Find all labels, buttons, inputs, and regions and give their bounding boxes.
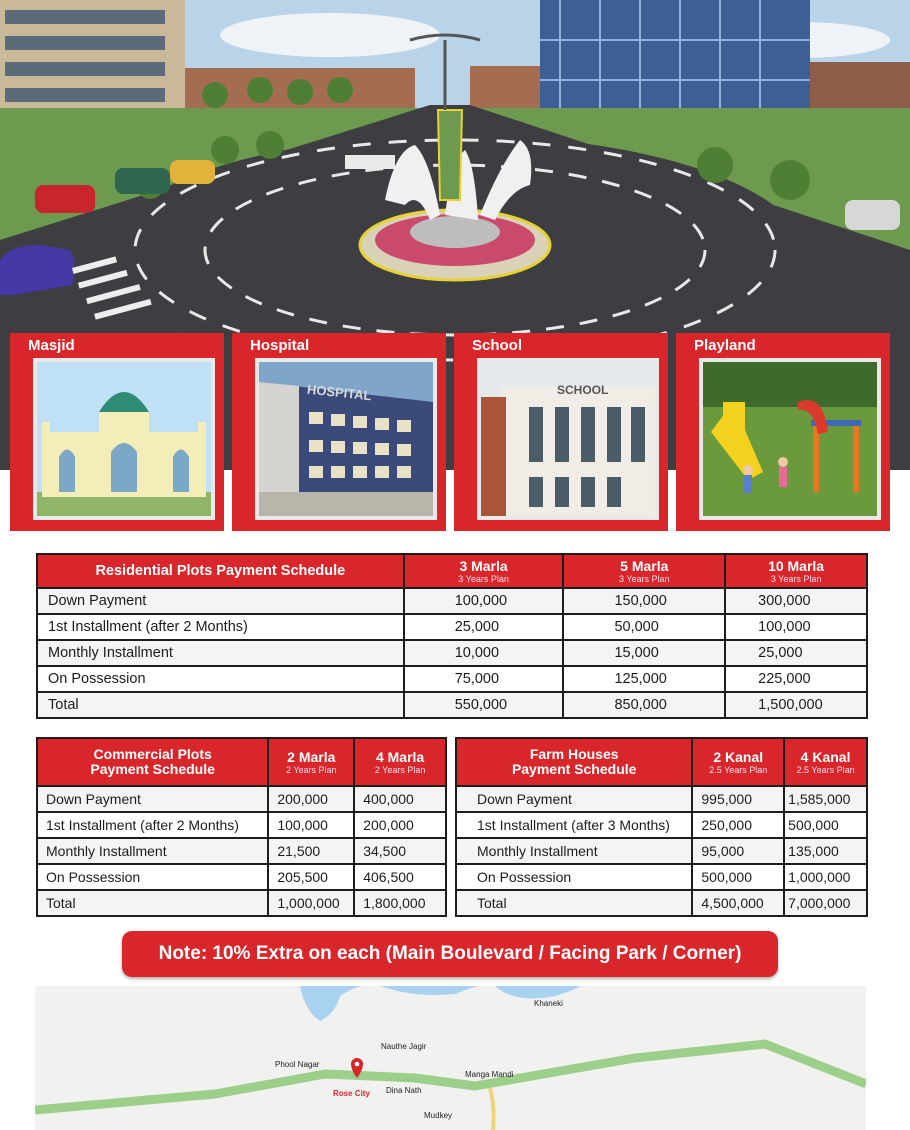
cell-value: 25,000 xyxy=(404,614,564,640)
cell-value: 250,000 xyxy=(692,812,784,838)
column-header: 2 Marla 2 Years Plan xyxy=(268,738,354,786)
cell-value: 135,000 xyxy=(784,838,867,864)
map-place-label: Mudkey xyxy=(424,1111,453,1120)
cell-value: 4,500,000 xyxy=(692,890,784,916)
farmhouse-payment-table xyxy=(455,737,868,917)
cell-value: 100,000 xyxy=(404,588,564,614)
amenity-label: School xyxy=(472,337,523,354)
cell-value: 50,000 xyxy=(563,614,725,640)
row-label: Total xyxy=(37,692,404,718)
row-label: On Possession xyxy=(37,666,404,692)
table-header-row xyxy=(37,554,867,588)
cell-value: 100,000 xyxy=(268,812,354,838)
extra-charge-note: Note: 10% Extra on each (Main Boulevard / Facing Park / Corner) xyxy=(122,931,778,977)
table-row xyxy=(37,640,867,666)
row-label: Monthly Installment xyxy=(37,838,268,864)
cell-value: 1,500,000 xyxy=(725,692,867,718)
map-place-label: Dina Nath xyxy=(386,1086,422,1095)
table-header-row xyxy=(37,738,446,786)
amenity-card-masjid xyxy=(10,333,224,531)
map-highlight-label: Rose City xyxy=(333,1089,370,1098)
table-row xyxy=(37,864,446,890)
column-header: 5 Marla 3 Years Plan xyxy=(563,554,725,588)
row-label: On Possession xyxy=(37,864,268,890)
cell-value: 200,000 xyxy=(268,786,354,812)
commercial-payment-table xyxy=(36,737,447,917)
cell-value: 7,000,000 xyxy=(784,890,867,916)
cell-value: 995,000 xyxy=(692,786,784,812)
cell-value: 225,000 xyxy=(725,666,867,692)
table-row xyxy=(456,812,867,838)
hospital-icon xyxy=(255,358,437,520)
cell-value: 150,000 xyxy=(563,588,725,614)
row-label: Monthly Installment xyxy=(37,640,404,666)
cell-value: 10,000 xyxy=(404,640,564,666)
row-label: Total xyxy=(456,890,692,916)
column-header: 3 Marla 3 Years Plan xyxy=(404,554,564,588)
table-row xyxy=(456,786,867,812)
table-row xyxy=(456,838,867,864)
cell-value: 1,585,000 xyxy=(784,786,867,812)
column-header: 4 Kanal 2.5 Years Plan xyxy=(784,738,867,786)
cell-value: 406,500 xyxy=(354,864,446,890)
row-label: 1st Installment (after 2 Months) xyxy=(37,614,404,640)
row-label: 1st Installment (after 3 Months) xyxy=(456,812,692,838)
school-icon xyxy=(477,358,659,520)
row-label: Monthly Installment xyxy=(456,838,692,864)
table-row xyxy=(37,614,867,640)
map-place-label: Manga Mandi xyxy=(465,1070,514,1079)
row-label: Down Payment xyxy=(37,588,404,614)
cell-value: 25,000 xyxy=(725,640,867,666)
cell-value: 205,500 xyxy=(268,864,354,890)
map-place-label: Phool Nagar xyxy=(275,1060,320,1069)
school-sign: SCHOOL xyxy=(557,383,609,397)
table-row xyxy=(37,588,867,614)
amenity-label: Masjid xyxy=(28,337,75,354)
cell-value: 400,000 xyxy=(354,786,446,812)
cell-value: 100,000 xyxy=(725,614,867,640)
column-header: 4 Marla 2 Years Plan xyxy=(354,738,446,786)
residential-payment-table xyxy=(36,553,868,719)
table-caption: Commercial Plots Payment Schedule xyxy=(37,738,268,786)
map-place-label: Khaneki xyxy=(534,999,563,1008)
row-label: Down Payment xyxy=(37,786,268,812)
table-row xyxy=(37,838,446,864)
cell-value: 300,000 xyxy=(725,588,867,614)
location-map xyxy=(35,986,866,1130)
cell-value: 850,000 xyxy=(563,692,725,718)
cell-value: 1,000,000 xyxy=(268,890,354,916)
cell-value: 95,000 xyxy=(692,838,784,864)
cell-value: 1,000,000 xyxy=(784,864,867,890)
amenity-card-school xyxy=(454,333,668,531)
cell-value: 1,800,000 xyxy=(354,890,446,916)
cell-value: 34,500 xyxy=(354,838,446,864)
table-row xyxy=(37,666,867,692)
cell-value: 550,000 xyxy=(404,692,564,718)
table-row xyxy=(37,812,446,838)
map-place-label: Nauthe Jagir xyxy=(381,1042,427,1051)
amenity-card-hospital xyxy=(232,333,446,531)
cell-value: 21,500 xyxy=(268,838,354,864)
table-caption: Farm Houses Payment Schedule xyxy=(456,738,692,786)
cell-value: 125,000 xyxy=(563,666,725,692)
amenity-label: Hospital xyxy=(250,337,310,354)
row-label: 1st Installment (after 2 Months) xyxy=(37,812,268,838)
table-row xyxy=(456,864,867,890)
row-label: Total xyxy=(37,890,268,916)
table-row xyxy=(37,786,446,812)
amenity-card-playland xyxy=(676,333,890,531)
table-row xyxy=(456,890,867,916)
amenity-label: Playland xyxy=(694,337,756,354)
table-row xyxy=(37,692,867,718)
mosque-icon xyxy=(33,358,215,520)
column-header: 2 Kanal 2.5 Years Plan xyxy=(692,738,784,786)
cell-value: 200,000 xyxy=(354,812,446,838)
table-caption: Residential Plots Payment Schedule xyxy=(37,554,404,588)
row-label: Down Payment xyxy=(456,786,692,812)
playground-icon xyxy=(699,358,881,520)
cell-value: 500,000 xyxy=(692,864,784,890)
row-label: On Possession xyxy=(456,864,692,890)
hospital-sign: HOSPITAL xyxy=(306,381,373,404)
cell-value: 75,000 xyxy=(404,666,564,692)
cell-value: 15,000 xyxy=(563,640,725,666)
cell-value: 500,000 xyxy=(784,812,867,838)
table-header-row xyxy=(456,738,867,786)
column-header: 10 Marla 3 Years Plan xyxy=(725,554,867,588)
table-row xyxy=(37,890,446,916)
